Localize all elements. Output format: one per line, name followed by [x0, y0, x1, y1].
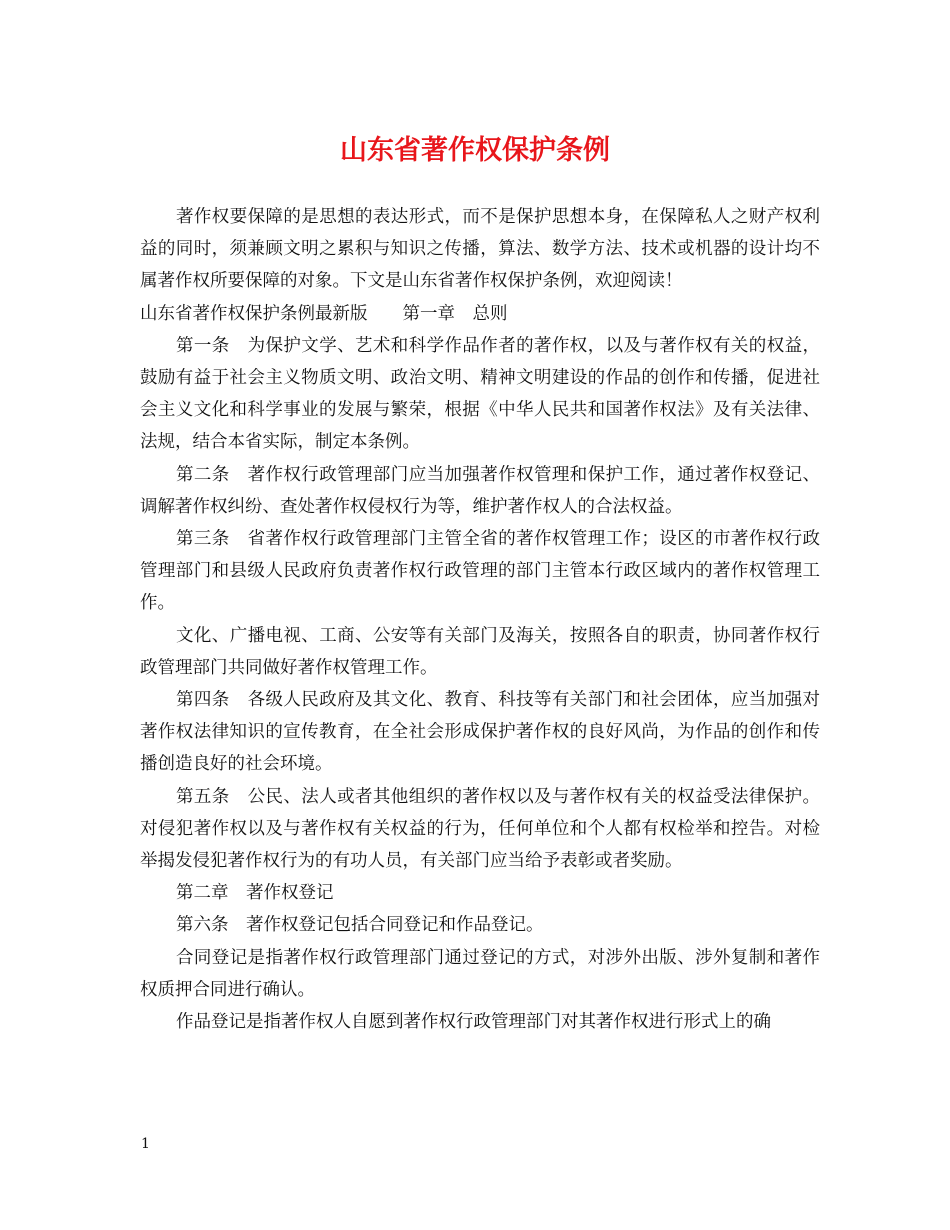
page-number: 1 — [141, 1136, 150, 1152]
paragraph-chapter-2-heading: 第二章 著作权登记 — [176, 883, 334, 904]
paragraph-contract-registration: 合同登记是指著作权行政管理部门通过登记的方式，对涉外出版、涉外复制和著作权质押合同进行确认。 — [140, 947, 820, 1000]
paragraph-work-registration: 作品登记是指著作权人自愿到著作权行政管理部门对其著作权进行形式上的确 — [176, 1012, 771, 1033]
paragraph-article-3: 第三条 省著作权行政管理部门主管全省的著作权管理工作；设区的市著作权行政管理部门和县级人民政府负责著作权行政管理的部门主管本行政区域内的著作权管理工作。 — [140, 529, 820, 614]
paragraph-article-2: 第二条 著作权行政管理部门应当加强著作权管理和保护工作，通过著作权登记、调解著作权纠纷、查处著作权侵权行为等，维护著作权人的合法权益。 — [140, 464, 820, 517]
document-body — [140, 201, 820, 1038]
paragraph-intro: 著作权要保障的是思想的表达形式，而不是保护思想本身，在保障私人之财产权利益的同时，须兼顾文明之累积与知识之传播，算法、数学方法、技术或机器的设计均不属著作权所要保障的对象。下文是山东省著作权保护条例，欢迎阅读！ — [140, 207, 820, 292]
paragraph-article-5: 第五条 公民、法人或者其他组织的著作权以及与著作权有关的权益受法律保护。对侵犯著作权以及与著作权有关权益的行为，任何单位和个人都有权检举和控告。对检举揭发侵犯著作权行为的有功人员，有关部门应当给予表彰或者奖励。 — [140, 786, 820, 872]
paragraph-article-3-cont: 文化、广播电视、工商、公安等有关部门及海关，按照各自的职责，协同著作权行政管理部门共同做好著作权管理工作。 — [140, 625, 820, 678]
paragraph-article-4: 第四条 各级人民政府及其文化、教育、科技等有关部门和社会团体，应当加强对著作权法律知识的宣传教育，在全社会形成保护著作权的良好风尚，为作品的创作和传播创造良好的社会环境。 — [140, 690, 820, 775]
document-title: 山东省著作权保护条例 — [340, 135, 610, 166]
paragraph-chapter-heading: 山东省著作权保护条例最新版 第一章 总则 — [140, 303, 508, 324]
paragraph-article-1: 第一条 为保护文学、艺术和科学作品作者的著作权，以及与著作权有关的权益，鼓励有益于社会主义物质文明、政治文明、精神文明建设的作品的创作和传播，促进社会主义文化和科学事业的发展与繁荣，根据《中华人民共和国著作权法》及有关法律、法规，结合本省实际，制定本条例。 — [140, 335, 820, 453]
paragraph-article-6: 第六条 著作权登记包括合同登记和作品登记。 — [176, 915, 544, 936]
